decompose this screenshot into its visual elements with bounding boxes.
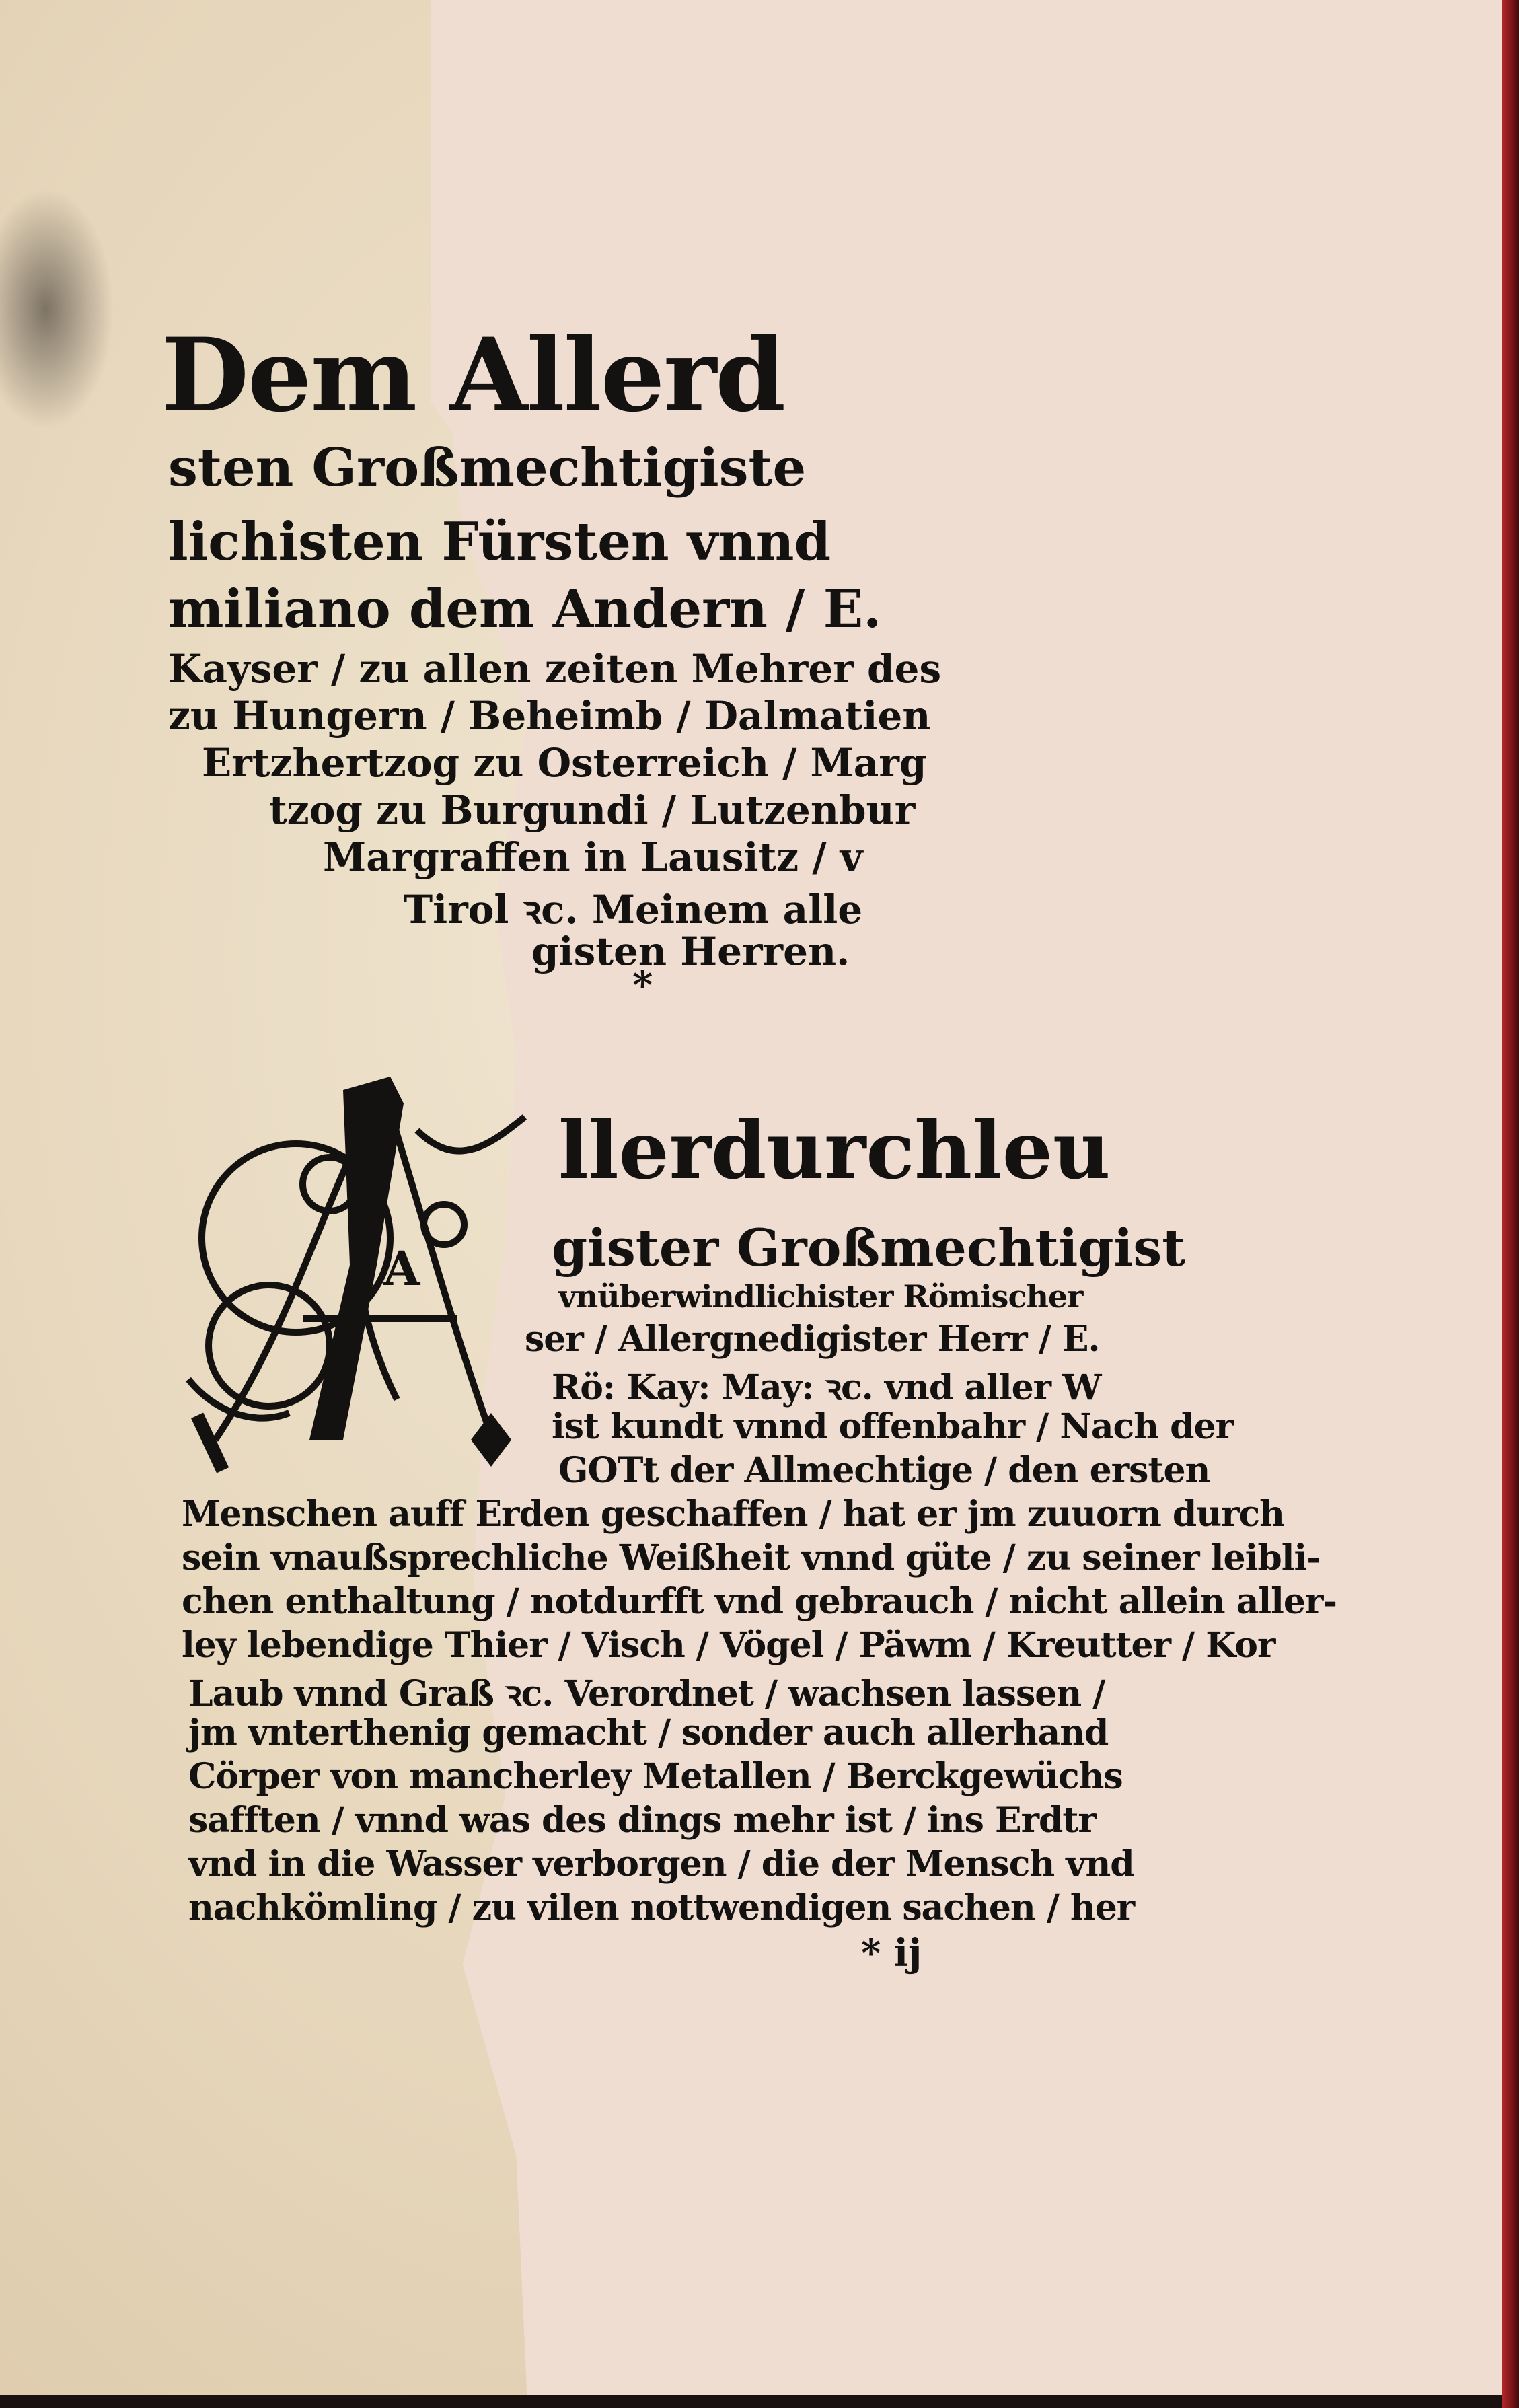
initial-letter: A <box>383 1241 420 1297</box>
body-line: Cörper von mancherley Metallen / Berckgewüchs <box>188 1756 1123 1797</box>
body-line: nachkömling / zu vilen nottwendigen sachen / her <box>188 1887 1135 1928</box>
body-line: Laub vnnd Graß ꝛc. Verordnet / wachsen lassen / <box>188 1673 1105 1714</box>
dedication-line: lichisten Fürsten vnnd <box>168 511 831 573</box>
dedication-line: Kayser / zu allen zeiten Mehrer des <box>168 646 942 692</box>
body-line: chen enthaltung / notdurfft vnd gebrauch / nicht allein aller- <box>182 1581 1337 1622</box>
dedication-line: Tirol ꝛc. Meinem alle <box>404 887 863 933</box>
body-line: Rö: Kay: May: ꝛc. vnd aller W <box>552 1367 1101 1408</box>
dedication-line: Ertzhertzog zu Osterreich / Marg <box>202 740 927 786</box>
body-line: ser / Allergnedigister Herr / E. <box>525 1319 1100 1360</box>
dedication-line: tzog zu Burgundi / Lutzenbur <box>269 787 916 833</box>
body-line: vnüberwindlichister Römischer <box>558 1278 1083 1315</box>
dedication-line: zu Hungern / Beheimb / Dalmatien <box>168 693 931 739</box>
body-line: ist kundt vnnd offenbahr / Nach der <box>552 1406 1233 1447</box>
dedication-title: Dem Allerd <box>161 316 785 435</box>
decorated-initial <box>175 1063 552 1480</box>
ink-stain <box>0 188 114 431</box>
body-line: Menschen auff Erden geschaffen / hat er jm zuuorn durch <box>182 1494 1284 1535</box>
body-line: gister Großmechtigist <box>552 1218 1186 1278</box>
body-line: sein vnaußsprechliche Weißheit vnnd güte / zu seiner leibli- <box>182 1537 1321 1578</box>
ornament-star-icon: * <box>632 962 653 1008</box>
body-line: vnd in die Wasser verborgen / die der Mensch vnd <box>188 1844 1134 1885</box>
dedication-line: miliano dem Andern / E. <box>168 579 882 640</box>
body-line: ley lebendige Thier / Visch / Vögel / Päwm / Kreutter / Kor <box>182 1625 1275 1666</box>
body-line: GOTt der Allmechtige / den ersten <box>558 1450 1210 1491</box>
body-line: safften / vnnd was des dings mehr ist / ins Erdtr <box>188 1800 1096 1841</box>
dedication-line: Margraffen in Lausitz / v <box>323 834 863 880</box>
signature-mark: * ij <box>861 1931 922 1975</box>
red-book-edge <box>1502 0 1519 2408</box>
body-line: llerdurchleu <box>558 1103 1111 1197</box>
dedication-line: gisten Herren. <box>531 928 850 974</box>
body-line: jm vnterthenig gemacht / sonder auch allerhand <box>188 1712 1109 1753</box>
dedication-line: sten Großmechtigiste <box>168 437 807 499</box>
